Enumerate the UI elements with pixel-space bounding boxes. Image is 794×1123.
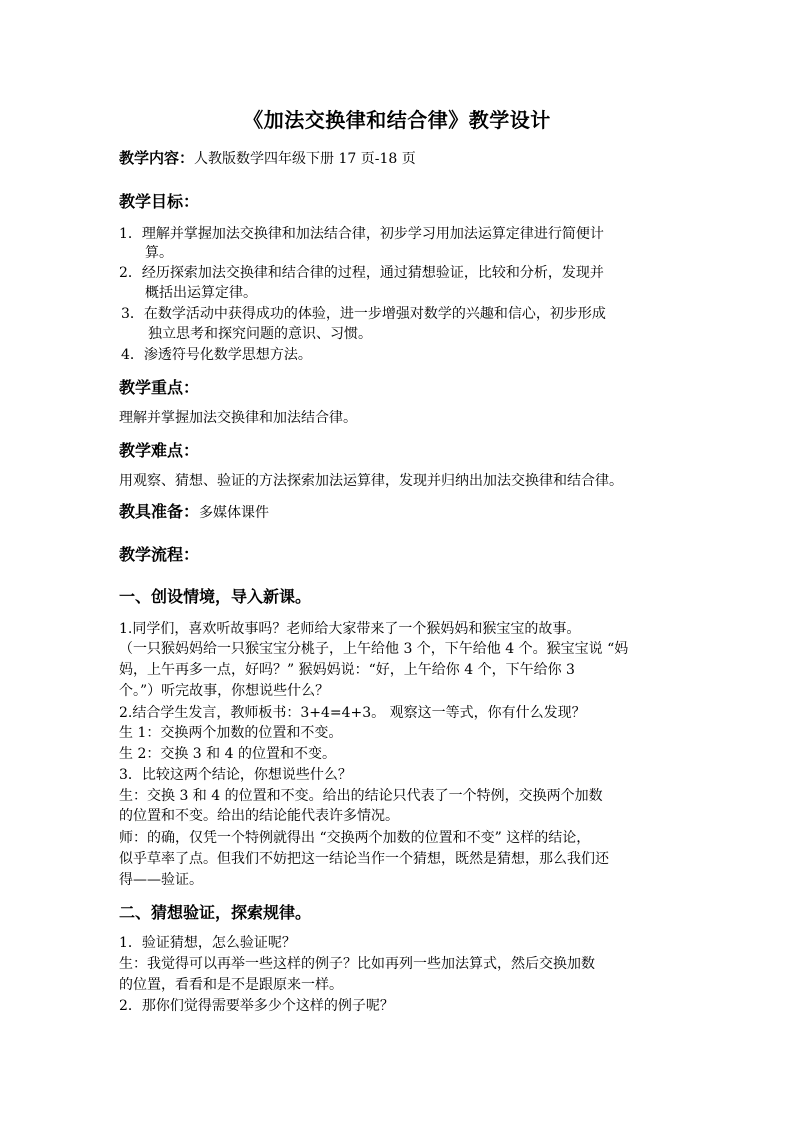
section1-heading: 一、创设情境，导入新课。 [119, 587, 312, 606]
tools-row [119, 503, 269, 522]
difficulty-heading: 教学难点： [119, 441, 200, 460]
section1-line: 似乎草率了点。但我们不妨把这一结论当作一个猜想，既然是猜想，那么我们还 [119, 851, 609, 867]
content-row [119, 149, 416, 168]
objective-line: 3．在数学活动中获得成功的体验，进一步增强对数学的兴趣和信心，初步形成 [121, 306, 606, 322]
section1-line: 1.同学们，喜欢听故事吗？老师给大家带来了一个猴妈妈和猴宝宝的故事。 [119, 621, 581, 637]
section1-line: 生 2：交换 3 和 4 的位置和不变。 [119, 746, 336, 762]
section2-line: 1．验证猜想，怎么验证呢？ [119, 935, 296, 951]
flow-heading: 教学流程： [119, 545, 200, 564]
objective-line: 2．经历探索加法交换律和结合律的过程，通过猜想验证，比较和分析，发现并 [119, 265, 604, 281]
objective-line: 概括出运算定律。 [145, 285, 257, 301]
section2-line: 2．那你们觉得需要举多少个这样的例子呢？ [119, 998, 394, 1014]
objective-line: 1．理解并掌握加法交换律和加法结合律，初步学习用加法运算定律进行简便计 [119, 226, 604, 242]
key-point-heading: 教学重点： [119, 378, 200, 397]
section1-line: 妈，上午再多一点，好吗？” 猴妈妈说：“好，上午给你 4 个，下午给你 3 [119, 662, 575, 678]
section2-line: 生：我觉得可以再举一些这样的例子？比如再列一些加法算式，然后交换加数 [119, 956, 595, 972]
section1-line: 得——验证。 [119, 872, 203, 888]
section1-line: 2.结合学生发言，教师板书：3+4=4+3。 观察这一等式，你有什么发现？ [119, 705, 586, 721]
document-title: 《加法交换律和结合律》教学设计 [243, 108, 551, 132]
section2-line: 的位置，看看和是不是跟原来一样。 [119, 977, 343, 993]
section2-heading: 二、猜想验证，探索规律。 [119, 903, 312, 922]
section1-line: 生：交换 3 和 4 的位置和不变。给出的结论只代表了一个特例，交换两个加数 [119, 788, 603, 804]
key-point-text: 理解并掌握加法交换律和加法结合律。 [119, 410, 357, 426]
section1-line: 的位置和不变。给出的结论能代表许多情况。 [119, 808, 399, 824]
tools-value: 多媒体课件 [199, 505, 270, 521]
objectives-heading: 教学目标： [119, 192, 200, 211]
section1-line: （一只猴妈妈给一只猴宝宝分桃子，上午给他 3 个，下午给他 4 个。猴宝宝说 “妈 [119, 641, 629, 657]
section1-line: 个。”）听完故事，你想说些什么？ [119, 683, 330, 699]
section1-line: 3．比较这两个结论，你想说些什么？ [119, 767, 352, 783]
objective-line: 算。 [145, 245, 173, 261]
tools-label: 教具准备： [119, 502, 200, 521]
section1-line: 师：的确，仅凭一个特例就得出 “交换两个加数的位置和不变” 这样的结论， [119, 830, 591, 846]
content-value: 人教版数学四年级下册 17 页-18 页 [194, 151, 416, 167]
section1-line: 生 1：交换两个加数的位置和不变。 [119, 725, 343, 741]
objective-line: 4．渗透符号化数学思想方法。 [121, 347, 312, 363]
content-label: 教学内容： [119, 149, 195, 167]
difficulty-text: 用观察、猜想、验证的方法探索加法运算律，发现并归纳出加法交换律和结合律。 [119, 473, 623, 489]
objective-line: 独立思考和探究问题的意识、习惯。 [148, 326, 372, 342]
